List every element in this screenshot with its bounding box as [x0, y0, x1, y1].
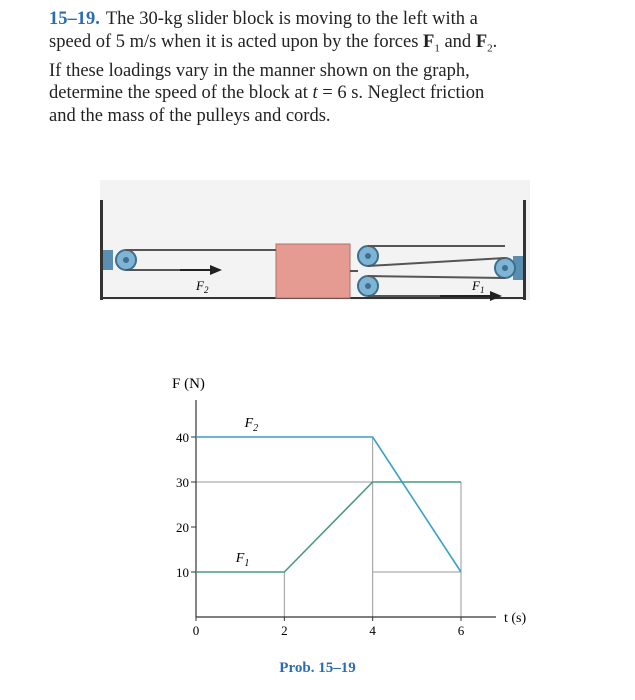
- x-axis-label: t (s): [504, 611, 527, 626]
- problem-number: 15–19.: [49, 9, 100, 29]
- series-label-subscript: 1: [244, 558, 250, 569]
- figure-caption: Prob. 15–19: [279, 660, 356, 676]
- y-tick-label: 40: [176, 430, 189, 445]
- f1-arrow-label: $F_1$: [472, 278, 485, 295]
- problem-line-4: determine the speed of the block at t = 6 s. Neglect friction: [49, 83, 485, 104]
- y-tick-label: 20: [176, 520, 189, 535]
- x-tick-label: 4: [369, 623, 376, 638]
- y-tick-label: 10: [176, 565, 189, 580]
- x-tick-label: 0: [192, 623, 200, 638]
- series-label-letter: F: [244, 416, 254, 431]
- problem-line-3: If these loadings vary in the manner shown on the graph,: [49, 60, 470, 81]
- y-axis-label: F (N): [172, 376, 205, 392]
- f2-arrow-label: $F_2$: [196, 278, 209, 295]
- problem-line-2: speed of 5 m/s when it is acted upon by the forces $F_1$ and $F_2$.: [49, 31, 498, 55]
- problem-line-1: 15–19. The 30-kg slider block is moving to the left with a: [49, 9, 478, 29]
- x-tick-label: 6: [457, 623, 465, 638]
- series-label-letter: F: [235, 551, 245, 566]
- problem-line-5: and the mass of the pulleys and cords.: [49, 105, 331, 126]
- series-label-f2: [244, 416, 259, 434]
- series-label-f1: [235, 551, 250, 569]
- series-label-subscript: 2: [253, 423, 259, 434]
- y-tick-label: 30: [176, 475, 189, 490]
- x-tick-label: 2: [281, 623, 288, 638]
